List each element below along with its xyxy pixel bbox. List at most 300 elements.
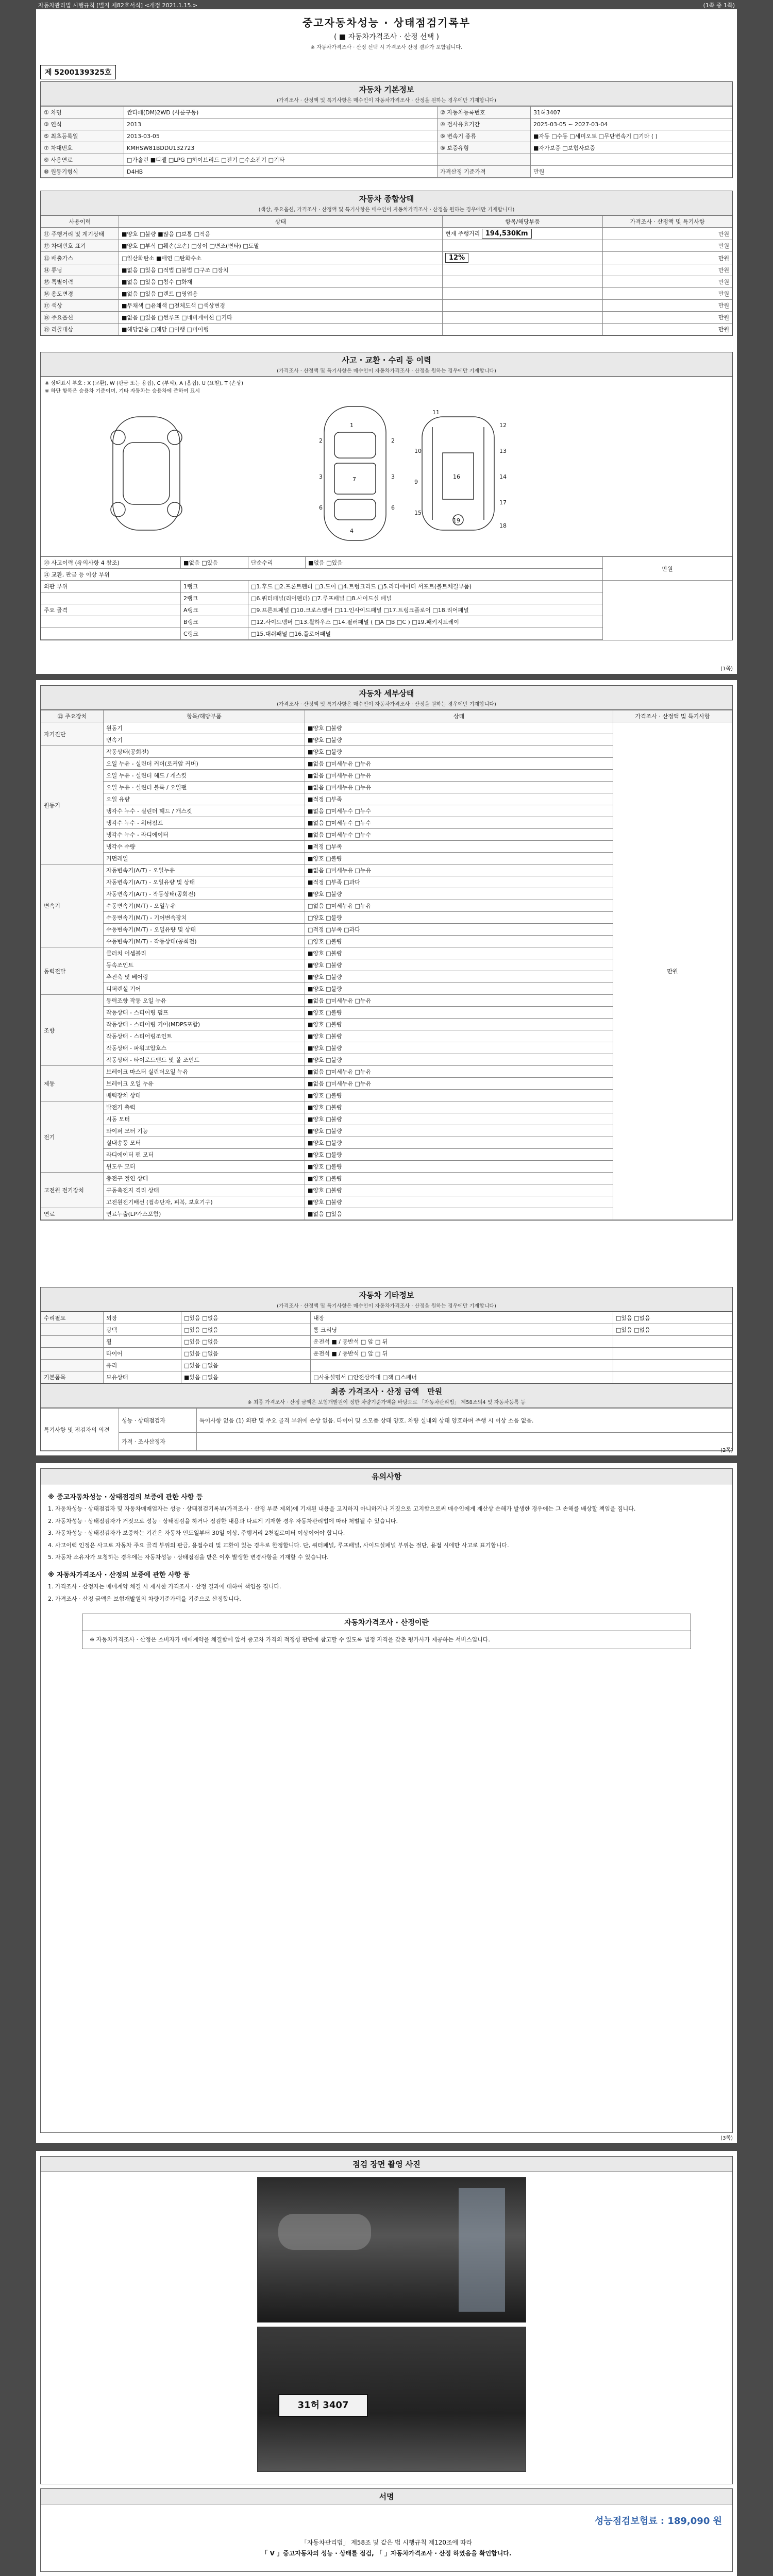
other-info-section (40, 1287, 733, 1384)
other-group (41, 1348, 104, 1360)
detail-group: 자기진단 (41, 722, 104, 746)
basic-info-value: 싼타페(DM)2WD (사륜구동) (124, 107, 438, 118)
basic-info-key: ⑩ 원동기형식 (41, 166, 124, 178)
svg-text:9: 9 (414, 479, 418, 485)
remarks-inspector-label: 성능 · 상태점검자 (119, 1409, 197, 1433)
detail-state: ■양호 □불량 (305, 1054, 613, 1066)
summary-detail (443, 252, 603, 264)
damage-parts: □1.후드 □2.프론트펜더 □3.도어 □4.트렁크리드 □5.라디에이터 서포트(볼트체결부품) (248, 581, 603, 592)
basic-info-value: KMHSW81BDDU132723 (124, 142, 438, 154)
other-key-2: 운전석 ■ / 동반석 □ 앞 □ 뒤 (311, 1336, 613, 1348)
other-value-2 (613, 1371, 732, 1383)
damage-parts-label: ㉑ 교환, 판금 등 이상 부위 (41, 569, 603, 581)
detail-item: 자동변속기(A/T) - 오일누유 (104, 865, 305, 876)
summary-row (41, 312, 732, 324)
basic-info-value-2: ■자동 □수동 □세미오토 □무단변속기 □기타 ( ) (531, 130, 732, 142)
basic-info-row (41, 130, 732, 142)
other-value-2 (613, 1336, 732, 1348)
other-value: □있음 □없음 (181, 1324, 311, 1336)
detail-state: □양호 □불량 (305, 912, 613, 924)
damage-parts: □12.사이드멤버 □13.휠하우스 □14.필러패널 ( □A □B □C ) □19.패키지트레이 (248, 616, 603, 628)
detail-item: 작동상태 - 스티어링 기어(MDPS포함) (104, 1019, 305, 1030)
summary-row (41, 300, 732, 312)
detail-item: 충전구 절연 상태 (104, 1173, 305, 1184)
summary-price: 만원 (603, 240, 732, 252)
basic-info-key-2: ⑧ 보증유형 (438, 142, 531, 154)
accident-history-value: ■없음 □있음 (181, 557, 248, 569)
summary-state: ■없음 □있음 □렌트 □영업용 (119, 288, 443, 300)
summary-row (41, 264, 732, 276)
summary-row (41, 324, 732, 335)
other-key: 타이어 (104, 1348, 181, 1360)
detail-state: ■없음 □미세누유 □누유 (305, 1066, 613, 1078)
summary-row (41, 240, 732, 252)
detail-state: ■양호 □불량 (305, 1173, 613, 1184)
damage-group: 주요 골격 (41, 604, 181, 616)
damage-group (41, 592, 181, 604)
page-2 (36, 680, 737, 1455)
basic-info-value-2: 만원 (531, 166, 732, 178)
page-mark-1: (1쪽) (720, 666, 733, 672)
record-number: 제 5200139325호 (40, 65, 116, 79)
appraisal-info-box (82, 1614, 691, 1649)
signature-heading: 서명 (379, 2492, 394, 2501)
basic-info-row (41, 142, 732, 154)
detail-item: 수동변속기(M/T) - 오일누유 (104, 900, 305, 912)
other-info-heading: 자동차 기타정보 (359, 1291, 414, 1300)
notice-item: 2. 자동차성능 · 상태점검자가 거짓으로 성능 · 상태점검을 하거나 점검한 내용과 다르게 기재한 경우 자동차관리법에 따라 처벌될 수 있습니다. (48, 1517, 398, 1524)
detail-item: 수동변속기(M/T) - 기어변속장치 (104, 912, 305, 924)
basic-info-key-2: ④ 검사유효기간 (438, 118, 531, 130)
final-price-unit: 만원 (427, 1387, 443, 1396)
legal-statement (41, 2538, 732, 2557)
detail-item: 시동 모터 (104, 1113, 305, 1125)
summary-detail-value: 194,530Km (482, 229, 532, 239)
other-info-row (41, 1312, 732, 1324)
detail-item: 수동변속기(M/T) - 오일유량 및 상태 (104, 924, 305, 936)
svg-text:17: 17 (499, 499, 507, 506)
svg-text:4: 4 (350, 528, 354, 534)
summary-section (40, 191, 733, 336)
other-value-2 (613, 1360, 732, 1371)
basic-info-table (41, 106, 732, 178)
basic-info-key-2: ⑥ 변속기 종류 (438, 130, 531, 142)
detail-state: ■양호 □불량 (305, 746, 613, 758)
basic-info-value: □가솔린 ■디젤 □LPG □하이브리드 □전기 □수소전기 □기타 (124, 154, 438, 166)
summary-col-state: 상태 (119, 216, 443, 228)
final-price-section (40, 1383, 733, 1451)
summary-detail (443, 264, 603, 276)
detail-state: ■양호 □불량 (305, 1184, 613, 1196)
detail-table (41, 710, 732, 1220)
headlight-shape (278, 2214, 371, 2250)
damage-rank-row (41, 581, 732, 592)
other-group: 수리필요 (41, 1312, 104, 1324)
detail-state: ■양호 □불량 (305, 983, 613, 995)
accident-section (40, 352, 733, 640)
detail-state: ■양호 □불량 (305, 971, 613, 983)
detail-item: 구동축전지 격리 상태 (104, 1184, 305, 1196)
svg-text:11: 11 (432, 409, 440, 416)
detail-state: ■양호 □불량 (305, 1019, 613, 1030)
detail-item: 작동상태 - 스티어링 펌프 (104, 1007, 305, 1019)
damage-rank: 1랭크 (181, 581, 248, 592)
detail-item: 브레이크 오일 누유 (104, 1078, 305, 1090)
detail-state: ■양호 □불량 (305, 1137, 613, 1149)
summary-key: ⑬ 배출가스 (41, 252, 119, 264)
detail-state: ■양호 □불량 (305, 1161, 613, 1173)
other-key: 보유상태 (104, 1371, 181, 1383)
basic-info-key: ⑦ 차대번호 (41, 142, 124, 154)
svg-text:19: 19 (453, 517, 460, 524)
detail-item: 냉각수 누수 - 실린더 헤드 / 개스킷 (104, 805, 305, 817)
notice-item: 1. 가격조사 · 산정자는 매매계약 체결 시 제시한 가격조사 · 산정 결과에 대하여 책임을 집니다. (48, 1583, 281, 1590)
accident-history-label: ⑳ 사고이력 (유의사항 4 참조) (41, 557, 181, 569)
other-info-row (41, 1324, 732, 1336)
summary-state: □일산화탄소 ■매연 □탄화수소 (119, 252, 443, 264)
detail-state: ■양호 □불량 (305, 1090, 613, 1101)
detail-state: ■양호 □불량 (305, 1196, 613, 1208)
accident-price: 만원 (603, 557, 732, 581)
detail-state: ■없음 □미세누수 □누수 (305, 805, 613, 817)
basic-info-key-2: 가격산정 기준가격 (438, 166, 531, 178)
other-value-2: □있음 □없음 (613, 1312, 732, 1324)
basic-info-key: ⑨ 사용연료 (41, 154, 124, 166)
summary-heading: 자동차 종합상태 (359, 194, 414, 204)
inspection-photo-front (257, 2177, 526, 2323)
basic-info-key-2 (438, 154, 531, 166)
detail-state: □양호 □불량 (305, 936, 613, 947)
damage-group (41, 616, 181, 628)
summary-table (41, 215, 732, 335)
detail-item: 작동상태(공회전) (104, 746, 305, 758)
final-price-note: ※ 최종 가격조사 · 산정 금액은 보험개발원이 정한 차량기준가액을 바탕으로 「자동차관리법」 제58조의4 및 자동차등록 등 (247, 1400, 526, 1405)
summary-key: ⑱ 주요옵션 (41, 312, 119, 324)
insurance-fee-amount: 189,090 원 (667, 2516, 722, 2527)
notice-item: 2. 가격조사 · 산정 금액은 보험개발원의 차량기준가액을 기준으로 산정합니다. (48, 1595, 241, 1602)
simple-repair-value: ■없음 □있음 (306, 557, 603, 569)
detail-state: ■양호 □불량 (305, 1125, 613, 1137)
detail-section (40, 685, 733, 1221)
page-3 (36, 1463, 737, 2143)
summary-key: ⑯ 용도변경 (41, 288, 119, 300)
page-mark-2: (2쪽) (720, 1448, 733, 1453)
damage-parts: □9.프론트패널 □10.크로스멤버 □11.인사이드패널 □17.트렁크플로어 □18.리어패널 (248, 604, 603, 616)
other-group (41, 1336, 104, 1348)
svg-text:16: 16 (453, 473, 460, 480)
detail-item: 와이퍼 모터 기능 (104, 1125, 305, 1137)
damage-parts: □15.대쉬패널 □16.플로어패널 (248, 628, 603, 640)
summary-detail (443, 324, 603, 335)
detail-item: 자동변속기(A/T) - 작동상태(공회전) (104, 888, 305, 900)
summary-key: ⑫ 차대번호 표기 (41, 240, 119, 252)
notice-item: 1. 자동차성능 · 상태점검자 및 자동차매매업자는 성능 · 상태점검기록부(가격조사 · 산정 부분 제외)에 기재된 내용을 고지하지 아니하거나 거짓으로 고지함으로써 매수인에게 재산상 손해가 발생한 경우에는 그 손해를 배상할 책임을 집니다. (48, 1505, 636, 1512)
detail-item: 고전원전기배선 (접속단자, 피복, 보호기구) (104, 1196, 305, 1208)
damage-rank-row (41, 628, 732, 640)
detail-item: 냉각수 누수 - 라디에이터 (104, 829, 305, 841)
detail-state: ■양호 □불량 (305, 722, 613, 734)
detail-item: 수동변속기(M/T) - 작동상태(공회전) (104, 936, 305, 947)
other-key-2: 룸 크리닝 (311, 1324, 613, 1336)
detail-state: ■없음 □미세누유 □누유 (305, 782, 613, 793)
detail-item: 윈도우 모터 (104, 1161, 305, 1173)
damage-parts: □6.쿼터패널(리어펜더) □7.루프패널 □8.사이드실 패널 (248, 592, 603, 604)
form-reference: 자동차관리법 시행규칙 [별지 제82호서식] <개정 2021.1.15.> (38, 2, 198, 9)
remarks-label: 특기사항 및 점검자의 의견 (41, 1409, 119, 1451)
notice-sub-1: ※ 중고자동차성능 · 상태점검의 보증에 관한 사항 등 (48, 1494, 203, 1501)
car-outline-diagram (41, 396, 732, 551)
basic-info-value-2: 2025-03-05 ~ 2027-03-04 (531, 118, 732, 130)
detail-group: 고전원 전기장치 (41, 1173, 104, 1208)
summary-row (41, 276, 732, 288)
summary-price: 만원 (603, 228, 732, 240)
detail-state: ■없음 □미세누유 □누유 (305, 758, 613, 770)
summary-state: ■없음 □있음 □썬루프 □네비게이션 □기타 (119, 312, 443, 324)
detail-state: ■양호 □불량 (305, 1042, 613, 1054)
basic-info-section (40, 81, 733, 178)
detail-group: 변속기 (41, 865, 104, 947)
accident-legend-symbols: ※ 상태표시 부호 : X (교환), W (판금 또는 용접), C (부식), A (흠집), U (요철), T (손상) (45, 381, 244, 386)
signature-section (40, 2488, 733, 2572)
detail-item: 작동상태 - 파워고압호스 (104, 1042, 305, 1054)
form-title-main: 중고자동차성능 · 상태점검기록부 (302, 16, 470, 29)
final-price-heading: 최종 가격조사 · 산정 금액 만원 (330, 1387, 443, 1396)
detail-col-item: 항목/해당부품 (104, 710, 305, 722)
other-value: □있음 □없음 (181, 1336, 311, 1348)
summary-state: ■해당없음 □해당 □이행 □미이행 (119, 324, 443, 335)
accident-heading: 사고 · 교환 · 수리 등 이력 (342, 355, 431, 365)
detail-state: ■없음 □미세누유 □누유 (305, 770, 613, 782)
detail-state: □없음 □미세누유 □누유 (305, 900, 613, 912)
detail-state: ■양호 □불량 (305, 1101, 613, 1113)
detail-state: ■적정 □부족 (305, 793, 613, 805)
detail-item: 자동변속기(A/T) - 오일유량 및 상태 (104, 876, 305, 888)
summary-state: ■양호 □불량 ■많음 □보통 □적음 (119, 228, 443, 240)
svg-text:3: 3 (319, 473, 323, 480)
summary-row (41, 252, 732, 264)
accident-table (41, 556, 732, 640)
detail-row (41, 722, 732, 734)
other-key-2: □사용설명서 □안전삼각대 □잭 □스패너 (311, 1371, 613, 1383)
summary-subheading: (색상, 주요옵션, 가격조사 · 산정액 및 특기사항은 매수인이 자동차가격조사 · 산정을 원하는 경우에만 기재합니다) (258, 207, 515, 213)
svg-text:2: 2 (319, 437, 323, 444)
photo-section (40, 2156, 733, 2484)
other-key-2: 내장 (311, 1312, 613, 1324)
detail-col-device: ㉒ 주요장치 (41, 710, 104, 722)
damage-rank: C랭크 (181, 628, 248, 640)
detail-item: 변속기 (104, 734, 305, 746)
damage-rank: B랭크 (181, 616, 248, 628)
summary-detail (443, 228, 603, 240)
detail-item: 작동상태 - 스티어링조인트 (104, 1030, 305, 1042)
summary-detail (443, 312, 603, 324)
page-header (36, 0, 737, 9)
svg-text:10: 10 (414, 448, 422, 454)
photo-heading: 점검 장면 촬영 사진 (352, 2160, 421, 2169)
summary-price: 만원 (603, 324, 732, 335)
page-4 (36, 2151, 737, 2576)
detail-item: 동력조향 작동 오일 누유 (104, 995, 305, 1007)
detail-state: ■양호 □불량 (305, 1149, 613, 1161)
basic-info-value: 2013 (124, 118, 438, 130)
insurance-fee-label: 성능점검보험료 : (594, 2516, 665, 2527)
other-key: 유리 (104, 1360, 181, 1371)
damage-group: 외판 부위 (41, 581, 181, 592)
damage-rank: 2랭크 (181, 592, 248, 604)
notice-item: 5. 자동차 소유자가 요청하는 경우에는 자동차성능 · 상태점검을 받은 이후 발생한 변경사항을 기재할 수 있습니다. (48, 1554, 329, 1561)
detail-item: 오일 유량 (104, 793, 305, 805)
detail-state: □적정 □부족 □과다 (305, 924, 613, 936)
detail-item: 오일 누유 - 실린더 헤드 / 개스킷 (104, 770, 305, 782)
form-title (36, 9, 737, 50)
other-value-2: □있음 □없음 (613, 1324, 732, 1336)
summary-price: 만원 (603, 312, 732, 324)
other-info-row (41, 1360, 732, 1371)
other-value-2 (613, 1348, 732, 1360)
detail-col-state: 상태 (305, 710, 613, 722)
other-value: □있음 □없음 (181, 1360, 311, 1371)
notice-item: 3. 자동차성능 · 상태점검자가 보증하는 기간은 자동차 인도일부터 30일 이상, 주행거리 2천킬로미터 이상이어야 합니다. (48, 1530, 345, 1537)
license-plate: 31허 3407 (278, 2394, 368, 2417)
basic-info-value-2 (531, 154, 732, 166)
detail-state: ■없음 □미세누수 □누수 (305, 829, 613, 841)
other-info-table (41, 1312, 732, 1383)
svg-text:12: 12 (499, 422, 507, 429)
other-value: □있음 □없음 (181, 1348, 311, 1360)
other-key: 외장 (104, 1312, 181, 1324)
detail-group: 제동 (41, 1066, 104, 1101)
summary-price: 만원 (603, 252, 732, 264)
other-value: □있음 □없음 (181, 1312, 311, 1324)
svg-text:18: 18 (499, 522, 507, 529)
inspection-photo-plate (257, 2327, 526, 2472)
form-title-sub: ( ■ 자동차가격조사 · 산정 선택 ) (333, 33, 440, 41)
summary-price: 만원 (603, 264, 732, 276)
detail-state: ■양호 □불량 (305, 947, 613, 959)
form-title-note: ※ 자동차가격조사 · 산정 선택 시 가격조사 산정 결과가 포함됩니다. (310, 45, 463, 50)
svg-text:2: 2 (391, 437, 395, 444)
detail-item: 작동상태 - 타이로드엔드 및 볼 조인트 (104, 1054, 305, 1066)
detail-item: 실내송풍 모터 (104, 1137, 305, 1149)
svg-text:7: 7 (352, 476, 356, 483)
detail-item: 오일 누유 - 실린더 커버(로커암 커버) (104, 758, 305, 770)
remarks-appraiser-label: 가격 · 조사산정자 (119, 1433, 197, 1451)
basic-info-value-2: ■자가보증 □보험사보증 (531, 142, 732, 154)
detail-item: 냉각수 누수 - 워터펌프 (104, 817, 305, 829)
detail-price: 만원 (613, 722, 732, 1220)
page-1 (36, 9, 737, 674)
detail-item: 배력장치 상태 (104, 1090, 305, 1101)
summary-detail (443, 300, 603, 312)
other-value: ■있음 □없음 (181, 1371, 311, 1383)
detail-state: ■없음 □미세누유 □누유 (305, 995, 613, 1007)
detail-item: 원동기 (104, 722, 305, 734)
detail-state: ■적정 □부족 (305, 841, 613, 853)
legal-statement-line-2: 「 V 」중고자동차의 성능 · 상태를 점검, 「 」자동차가격조사 · 산정 하였음을 확인합니다. (261, 2550, 512, 2557)
summary-price: 만원 (603, 288, 732, 300)
insurance-fee (595, 2514, 722, 2527)
svg-text:3: 3 (391, 473, 395, 480)
svg-text:1: 1 (350, 422, 354, 429)
detail-state: ■양호 □불량 (305, 1030, 613, 1042)
basic-info-row (41, 118, 732, 130)
basic-info-row (41, 107, 732, 118)
appraisal-info-heading: 자동차가격조사 · 산정이란 (82, 1614, 691, 1631)
basic-info-value: D4HB (124, 166, 438, 178)
damage-rank: A랭크 (181, 604, 248, 616)
summary-row (41, 228, 732, 240)
summary-state: ■무채색 □유채색 □전체도색 □색상변경 (119, 300, 443, 312)
other-info-subheading: (가격조사 · 산정액 및 특기사항은 매수인이 자동차가격조사 · 산정을 원하는 경우에만 기재합니다) (277, 1303, 496, 1309)
detail-state: ■양호 □불량 (305, 959, 613, 971)
detail-subheading: (가격조사 · 산정액 및 특기사항은 매수인이 자동차가격조사 · 산정을 원하는 경우에만 기재합니다) (277, 702, 496, 707)
simple-repair-label: 단순수리 (248, 557, 306, 569)
detail-item: 라디에이터 팬 모터 (104, 1149, 305, 1161)
summary-detail-value: 12% (445, 253, 468, 263)
detail-state: ■적정 □부족 □과다 (305, 876, 613, 888)
svg-text:6: 6 (319, 504, 323, 511)
damage-rank-row (41, 616, 732, 628)
accident-legend-note: ※ 하단 항목은 승용차 기준이며, 기타 자동차는 승용차에 준하여 표시 (45, 388, 200, 394)
detail-state: ■없음 □미세누유 □누유 (305, 865, 613, 876)
notice-sub-2: ※ 자동차가격조사 · 산정의 보증에 관한 사항 등 (48, 1571, 190, 1579)
detail-state: ■양호 □불량 (305, 1113, 613, 1125)
legal-statement-line-1: 「자동차관리법」 제58조 및 같은 법 시행규칙 제120조에 따라 (300, 2539, 473, 2546)
detail-state: ■양호 □불량 (305, 734, 613, 746)
page-mark-3: (3쪽) (720, 2136, 733, 2141)
summary-detail (443, 276, 603, 288)
remarks-appraiser-opinion (197, 1433, 732, 1451)
other-key: 휠 (104, 1336, 181, 1348)
summary-col-item: 항목/해당부품 (443, 216, 603, 228)
detail-item: 디퍼렌셜 기어 (104, 983, 305, 995)
summary-price: 만원 (603, 300, 732, 312)
summary-key: ⑪ 주행거리 및 계기상태 (41, 228, 119, 240)
detail-item: 클러치 어셈블리 (104, 947, 305, 959)
basic-info-heading: 자동차 기본정보 (359, 85, 414, 94)
detail-item: 브레이크 마스터 실린더오일 누유 (104, 1066, 305, 1078)
detail-group: 원동기 (41, 746, 104, 865)
other-info-row (41, 1371, 732, 1383)
summary-state: ■없음 □있음 □침수 □화재 (119, 276, 443, 288)
accident-legend (41, 377, 732, 396)
summary-detail (443, 288, 603, 300)
other-key-2 (311, 1360, 613, 1371)
detail-state: ■없음 □미세누유 □누유 (305, 1078, 613, 1090)
other-key-2: 운전석 ■ / 동반석 □ 앞 □ 뒤 (311, 1348, 613, 1360)
svg-text:6: 6 (391, 504, 395, 511)
detail-group: 연료 (41, 1208, 104, 1220)
basic-info-row (41, 154, 732, 166)
basic-info-value-2: 31허3407 (531, 107, 732, 118)
summary-detail (443, 240, 603, 252)
detail-item: 커먼레일 (104, 853, 305, 865)
summary-col-usage: 사용이력 (41, 216, 119, 228)
basic-info-key: ③ 연식 (41, 118, 124, 130)
detail-item: 냉각수 수량 (104, 841, 305, 853)
summary-key: ⑮ 특별이력 (41, 276, 119, 288)
notice-section (40, 1468, 733, 2133)
basic-info-key: ① 차명 (41, 107, 124, 118)
other-key: 광택 (104, 1324, 181, 1336)
vehicle-damage-diagram (41, 396, 732, 556)
detail-item: 추진축 및 베어링 (104, 971, 305, 983)
appraisal-info-text: ※ 자동차가격조사 · 산정은 소비자가 매매계약을 체결함에 앞서 중고차 가격의 적정성 판단에 참고할 수 있도록 법정 자격을 갖춘 평가사가 제공하는 서비스입니다. (90, 1636, 490, 1643)
page-count: (1쪽 중 1쪽) (703, 2, 735, 9)
basic-info-key: ⑤ 최초등록일 (41, 130, 124, 142)
detail-heading: 자동차 세부상태 (359, 689, 414, 698)
other-info-row (41, 1336, 732, 1348)
